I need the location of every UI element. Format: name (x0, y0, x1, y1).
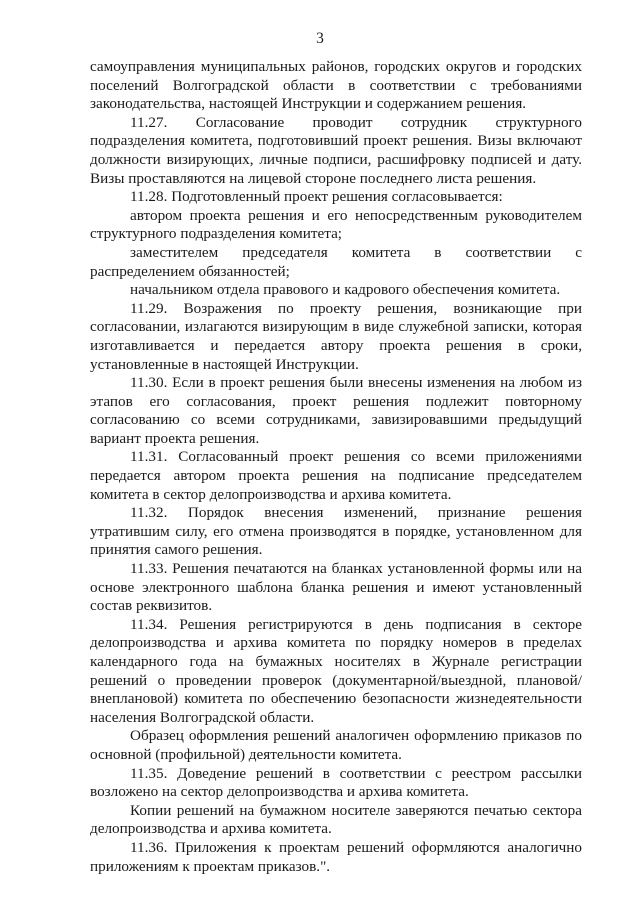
paragraph-11-34: 11.34. Решения регистрируются в день подписания в секторе делопроизводства и архива комитета по порядку номеров в пределах календарного года на бумажных носителях в Журнале регистрации решений о проведении проверок (документарной/выездной, плановой/внеплановой) комитета по обеспечению безопасности жизнедеятельности населения Волгоградской области. (90, 615, 582, 726)
paragraph-11-36: 11.36. Приложения к проектам решений оформляются аналогично приложениям к проектам приказов.". (90, 838, 582, 875)
paragraph-11-32: 11.32. Порядок внесения изменений, признание решения утратившим силу, его отмена производятся в порядке, установленном для принятия самого решения. (90, 504, 582, 559)
paragraph-sample-format: Образец оформления решений аналогичен оформлению приказов по основной (профильной) деятельности комитета. (90, 727, 582, 763)
document-body (90, 58, 582, 876)
approver-author-item: автором проекта решения и его непосредственным руководителем структурного подразделения комитета; (90, 206, 582, 243)
paragraph-11-31: 11.31. Согласованный проект решения со всеми приложениями передается автором проекта решения на подписание председателем комитета в сектор делопроизводства и архива комитета. (90, 448, 582, 503)
paragraph-11-27: 11.27. Согласование проводит сотрудник структурного подразделения комитета, подготовивший проект решения. Визы включают должности визирующих, личные подписи, расшифровку подписей и дату. Визы проставляются на лицевой стороне последнего листа решения. (90, 113, 582, 187)
paragraph-11-35: 11.35. Доведение решений в соответствии с реестром рассылки возложено на сектор делопроизводства и архива комитета. (90, 764, 582, 801)
paragraph-11-28: 11.28. Подготовленный проект решения согласовывается: (130, 188, 503, 206)
paragraph-11-29: 11.29. Возражения по проекту решения, возникающие при согласовании, излагаются визирующим в виде служебной записки, которая изготавливается и передается автору проекта решения в сроки, установленные в настоящей Инструкции. (90, 299, 582, 373)
approver-deputy-item: заместителем председателя комитета в соответствии с распределением обязанностей; (90, 243, 582, 280)
approver-legal-head-item: начальником отдела правового и кадрового обеспечения комитета. (130, 281, 561, 299)
page-number: 3 (316, 30, 324, 47)
paragraph-11-33: 11.33. Решения печатаются на бланках установленной формы или на основе электронного шаблона бланка решения и имеют установленный состав реквизитов. (90, 560, 582, 615)
paragraph-copies: Копии решений на бумажном носителе заверяются печатью сектора делопроизводства и архива комитета. (90, 801, 582, 838)
paragraph-11-30: 11.30. Если в проект решения были внесены изменения на любом из этапов его согласования, проект решения подлежит повторному согласованию со всеми сотрудниками, завизировавшими предыдущий вариант проекта решения. (90, 374, 582, 447)
paragraph-continuation: самоуправления муниципальных районов, городских округов и городских поселений Волгоградской области в соответствии с требованиями законодательства, настоящей Инструкции и содержанием решения. (90, 58, 582, 113)
